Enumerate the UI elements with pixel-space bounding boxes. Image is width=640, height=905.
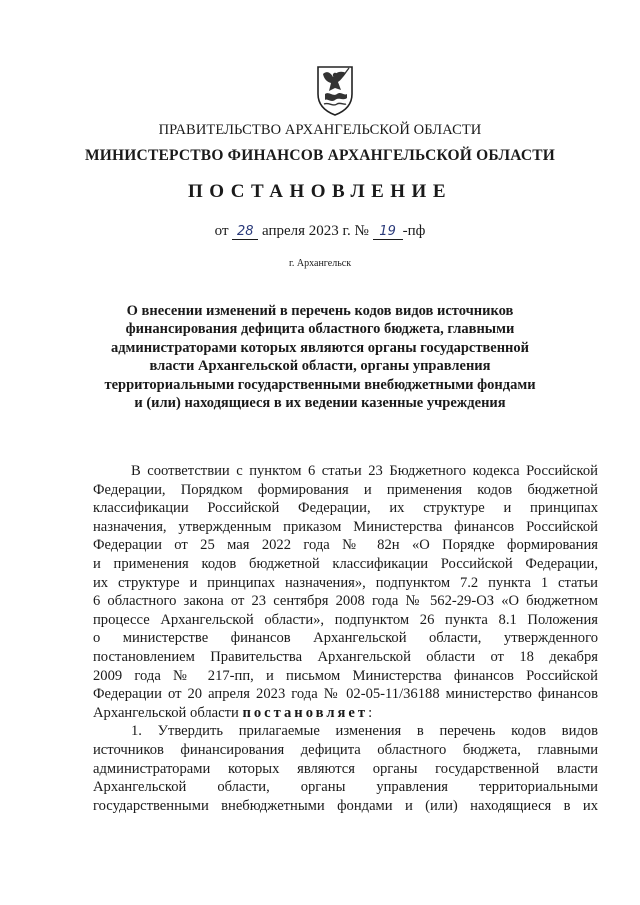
document-type: ПОСТАНОВЛЕНИЕ xyxy=(187,181,453,202)
date-prefix: от xyxy=(214,223,229,239)
item-1-line: Архангельской области, органы управления территориальными xyxy=(93,779,598,796)
body-line: и применения кодов бюджетной классификации Российской Федерации, xyxy=(93,555,598,572)
item-1-line: государственными внебюджетными фондами и (или) находящиеся в их xyxy=(93,797,598,814)
government-name: ПРАВИТЕЛЬСТВО АРХАНГЕЛЬСКОЙ ОБЛАСТИ xyxy=(158,122,482,138)
body-line: назначения, утвержденным приказом Министерства финансов Российской xyxy=(93,518,598,535)
body-line: классификации Российской Федерации, их структуре и принципах xyxy=(93,500,598,517)
item-1-line: источников финансирования дефицита областного бюджета, главными xyxy=(93,741,598,758)
document-date-line xyxy=(0,223,640,240)
document-body xyxy=(93,462,598,815)
body-line: их структуре и принципах назначения», подпунктом 7.2 пункта 1 статьи xyxy=(93,574,598,591)
title-line: власти Архангельской области, органы управления xyxy=(149,358,491,375)
arkhangelsk-coat-of-arms-icon xyxy=(315,64,355,116)
resolves-prefix: Архангельской области xyxy=(93,704,239,721)
body-line: 2009 года № 217-пп, и письмом Министерства финансов Российской xyxy=(93,667,598,684)
document-number-suffix: -пф xyxy=(402,223,426,239)
item-1-line: администраторами которых являются органы государственной власти xyxy=(93,760,598,777)
resolves-keyword: постановляет xyxy=(242,704,369,721)
resolves-suffix: : xyxy=(368,704,373,721)
item-1-line: 1. Утвердить прилагаемые изменения в перечень кодов видов xyxy=(131,723,598,740)
title-line: территориальными государственными внебюджетными фондами xyxy=(104,376,536,393)
title-line: и (или) находящиеся в их ведении казенные учреждения xyxy=(134,395,506,412)
body-line: постановлением Правительства Архангельской области от 18 декабря xyxy=(93,648,598,665)
date-day-handwritten: 28 xyxy=(232,225,258,240)
ministry-name: МИНИСТЕРСТВО ФИНАНСОВ АРХАНГЕЛЬСКОЙ ОБЛАСТИ xyxy=(84,147,556,164)
city: г. Архангельск xyxy=(288,258,352,269)
title-line: финансирования дефицита областного бюджета, главными xyxy=(125,321,515,338)
document-number-handwritten: 19 xyxy=(373,225,403,240)
body-line-resolves xyxy=(93,704,598,723)
body-line: Федерации от 20 апреля 2023 года № 02-05-11/36188 министерство финансов xyxy=(93,686,598,703)
body-line: процессе Архангельской области», подпунктом 26 пункта 8.1 Положения xyxy=(93,611,598,628)
document-title xyxy=(0,302,640,412)
title-line: администраторами которых являются органы государственной xyxy=(110,339,530,356)
body-line: В соответствии с пунктом 6 статьи 23 Бюджетного кодекса Российской xyxy=(131,463,598,479)
body-line: Федерации, Порядком формирования и применения кодов бюджетной xyxy=(93,481,598,498)
body-line: 6 областного закона от 23 сентября 2008 года № 562-29-ОЗ «О бюджетном xyxy=(93,593,598,610)
date-rest: апреля 2023 г. № xyxy=(262,223,369,239)
body-line: Федерации от 25 мая 2022 года № 82н «О Порядке формирования xyxy=(93,537,598,554)
title-line: О внесении изменений в перечень кодов видов источников xyxy=(126,303,514,319)
body-line: о министерстве финансов Архангельской области, утвержденного xyxy=(93,630,598,647)
